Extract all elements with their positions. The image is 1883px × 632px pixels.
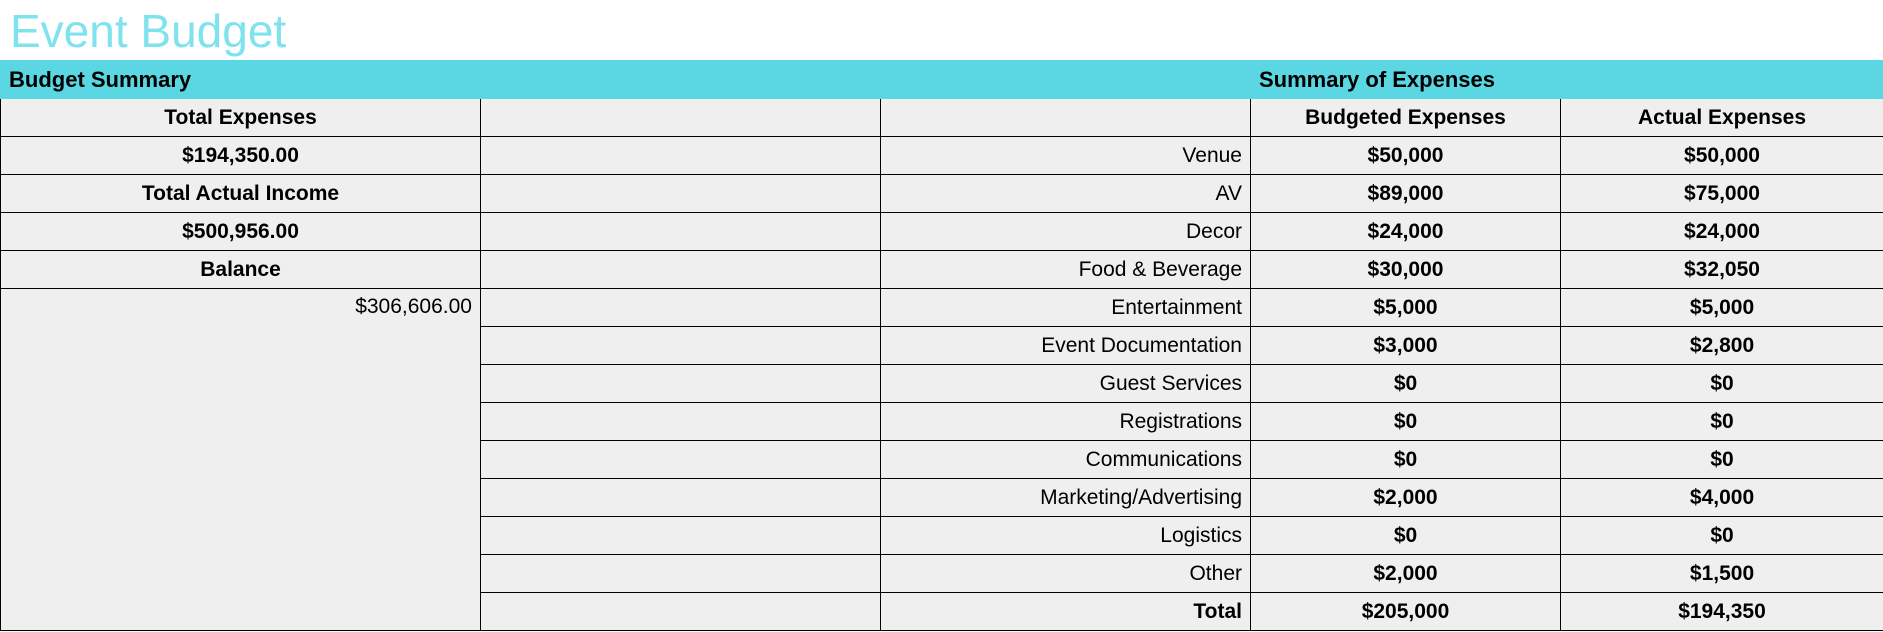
empty-cell xyxy=(481,593,881,631)
expense-actual: $32,050 xyxy=(1561,251,1883,289)
expense-category: Guest Services xyxy=(881,365,1251,403)
expense-actual: $75,000 xyxy=(1561,175,1883,213)
empty-cell xyxy=(481,289,881,327)
empty-cell xyxy=(481,137,881,175)
empty-cell xyxy=(481,365,881,403)
expense-actual: $4,000 xyxy=(1561,479,1883,517)
empty-cell xyxy=(481,403,881,441)
expense-budgeted: $0 xyxy=(1251,517,1561,555)
expense-actual: $5,000 xyxy=(1561,289,1883,327)
page-title: Event Budget xyxy=(10,5,287,57)
expense-budgeted: $5,000 xyxy=(1251,289,1561,327)
empty-cell xyxy=(481,327,881,365)
expense-category: Decor xyxy=(881,213,1251,251)
expense-actual: $50,000 xyxy=(1561,137,1883,175)
empty-cell xyxy=(481,99,881,137)
empty-cell xyxy=(481,555,881,593)
band-spacer-1 xyxy=(481,61,881,99)
band-spacer-2 xyxy=(881,61,1251,99)
expense-actual: $0 xyxy=(1561,517,1883,555)
expense-category: Other xyxy=(881,555,1251,593)
expense-column-header-blank xyxy=(881,99,1251,137)
expense-category-total: Total xyxy=(881,593,1251,631)
expense-category: Event Documentation xyxy=(881,327,1251,365)
budget-summary-band-label: Budget Summary xyxy=(1,61,481,99)
expense-budgeted: $24,000 xyxy=(1251,213,1561,251)
empty-cell xyxy=(481,213,881,251)
expense-budgeted: $0 xyxy=(1251,365,1561,403)
table-row xyxy=(1,289,1883,327)
expense-budgeted: $50,000 xyxy=(1251,137,1561,175)
header-band-row xyxy=(1,61,1883,99)
expense-actual-total: $194,350 xyxy=(1561,593,1883,631)
total-actual-income-value: $500,956.00 xyxy=(1,213,481,251)
total-expenses-value: $194,350.00 xyxy=(1,137,481,175)
expense-budgeted: $3,000 xyxy=(1251,327,1561,365)
expense-budgeted-total: $205,000 xyxy=(1251,593,1561,631)
budget-grid xyxy=(0,60,1883,631)
budgeted-expenses-header: Budgeted Expenses xyxy=(1251,99,1561,137)
expense-actual: $1,500 xyxy=(1561,555,1883,593)
table-row xyxy=(1,213,1883,251)
total-expenses-label: Total Expenses xyxy=(1,99,481,137)
expense-category: Venue xyxy=(881,137,1251,175)
table-row xyxy=(1,175,1883,213)
table-row xyxy=(1,137,1883,175)
summary-expenses-band-label: Summary of Expenses xyxy=(1251,61,1883,99)
expense-category: AV xyxy=(881,175,1251,213)
expense-budgeted: $30,000 xyxy=(1251,251,1561,289)
expense-category: Registrations xyxy=(881,403,1251,441)
expense-category: Logistics xyxy=(881,517,1251,555)
expense-actual: $0 xyxy=(1561,441,1883,479)
balance-value: $306,606.00 xyxy=(1,289,481,631)
actual-expenses-header: Actual Expenses xyxy=(1561,99,1883,137)
expense-budgeted: $0 xyxy=(1251,441,1561,479)
empty-cell xyxy=(481,441,881,479)
expense-category: Entertainment xyxy=(881,289,1251,327)
balance-label: Balance xyxy=(1,251,481,289)
expense-actual: $0 xyxy=(1561,365,1883,403)
expense-actual: $2,800 xyxy=(1561,327,1883,365)
total-actual-income-label: Total Actual Income xyxy=(1,175,481,213)
expense-actual: $24,000 xyxy=(1561,213,1883,251)
empty-cell xyxy=(481,517,881,555)
expense-category: Food & Beverage xyxy=(881,251,1251,289)
table-row xyxy=(1,251,1883,289)
expense-budgeted: $0 xyxy=(1251,403,1561,441)
expense-budgeted: $89,000 xyxy=(1251,175,1561,213)
expense-actual: $0 xyxy=(1561,403,1883,441)
empty-cell xyxy=(481,479,881,517)
table-row xyxy=(1,99,1883,137)
expense-budgeted: $2,000 xyxy=(1251,479,1561,517)
empty-cell xyxy=(481,175,881,213)
expense-budgeted: $2,000 xyxy=(1251,555,1561,593)
expense-category: Communications xyxy=(881,441,1251,479)
empty-cell xyxy=(481,251,881,289)
expense-category: Marketing/Advertising xyxy=(881,479,1251,517)
